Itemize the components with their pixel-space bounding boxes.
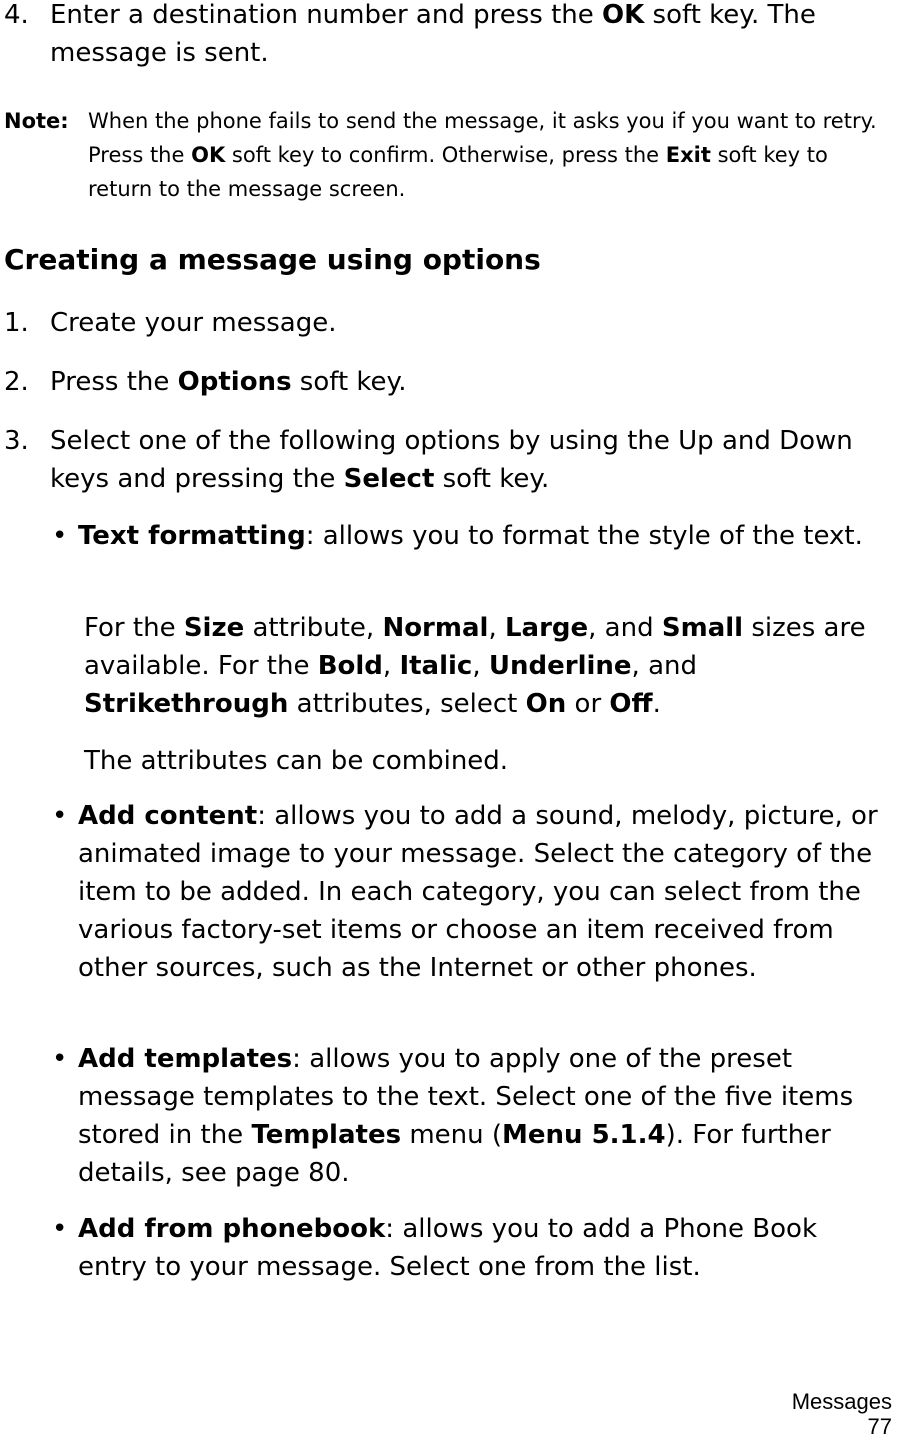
option-add-from-phonebook — [52, 1210, 892, 1286]
step-2 — [4, 363, 890, 401]
note-text: When the phone fails to send the message, it asks you if you want to retry. Press the OK soft key to confirm. Otherwise, press the Exit soft key to return to the message screen. — [88, 109, 877, 201]
bullet-icon: • — [52, 521, 68, 551]
footer-section-title: Messages — [791, 1389, 892, 1414]
option-add-content — [52, 797, 892, 987]
step-4 — [4, 0, 890, 72]
section-heading: Creating a message using options — [4, 243, 541, 276]
option-label: Add templates — [78, 1044, 293, 1074]
option-label: Add content — [78, 801, 258, 831]
option-label: Text formatting — [78, 521, 306, 551]
step-3 — [4, 422, 890, 498]
option-text: Add from phonebook: allows you to add a Phone Book entry to your message. Select one from the list. — [78, 1214, 818, 1282]
page-number: 77 — [867, 1414, 892, 1439]
step-number: 1. — [4, 308, 29, 338]
step-text: Create your message. — [50, 308, 337, 338]
step-number: 2. — [4, 367, 29, 397]
option-text: Add templates: allows you to apply one of the preset message templates to the text. Select one of the five items stored in the Templates menu (Menu 5.1.4). For further details, see page 80. — [78, 1044, 854, 1188]
option-text: Add content: allows you to add a sound, melody, picture, or animated image to your message. Select the category of the item to be added. In each category, you can select from the various factory-set items or choose an item received from other sources, such as the Internet or other phones. — [78, 801, 878, 983]
step-1 — [4, 304, 890, 342]
bullet-icon: • — [52, 801, 68, 831]
option-text: Text formatting: allows you to format the style of the text. — [78, 521, 863, 551]
step-number: 4. — [4, 0, 29, 30]
bullet-icon: • — [52, 1214, 68, 1244]
bullet-icon: • — [52, 1044, 68, 1074]
step-text: Press the Options soft key. — [50, 367, 407, 397]
option-label: Add from phonebook — [78, 1214, 386, 1244]
note-block — [4, 104, 884, 206]
step-text: Enter a destination number and press the OK soft key. The message is sent. — [50, 0, 816, 68]
step-number: 3. — [4, 426, 29, 456]
option-text-formatting — [52, 517, 892, 555]
size-paragraph: For the Size attribute, Normal, Large, and Small sizes are available. For the Bold, Italic, Underline, and Strikethrough attributes, select On or Off. — [84, 613, 866, 719]
option-add-templates — [52, 1040, 892, 1192]
note-label: Note: — [4, 109, 69, 133]
combined-paragraph: The attributes can be combined. — [84, 746, 509, 776]
step-text: Select one of the following options by using the Up and Down keys and pressing the Select soft key. — [50, 426, 853, 494]
